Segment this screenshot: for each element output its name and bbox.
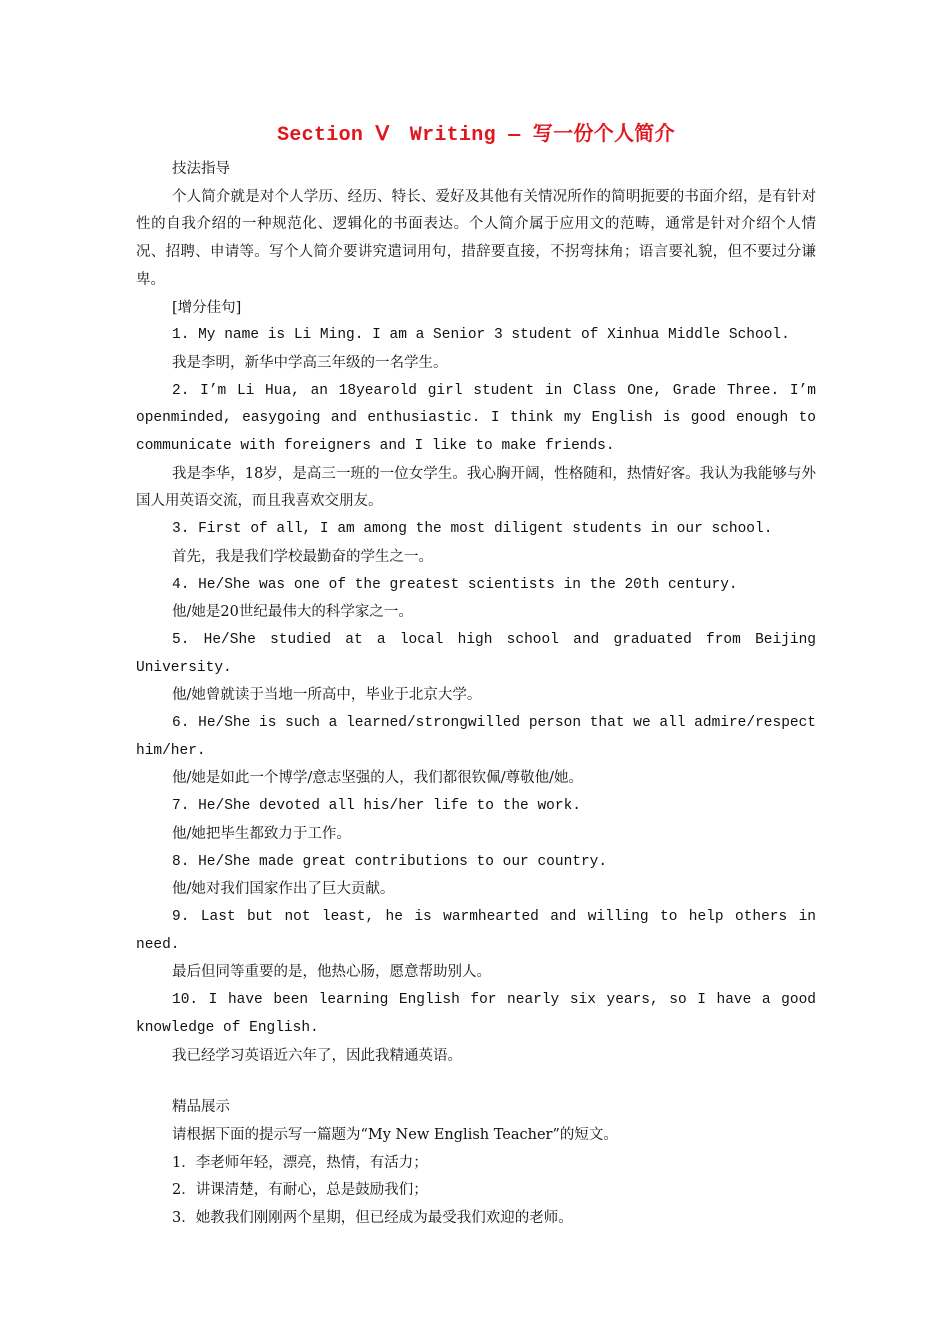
showcase-point-3: 3．她教我们刚刚两个星期，但已经成为最受我们欢迎的老师。 [172, 1210, 573, 1227]
showcase-point-1: 1．李老师年轻，漂亮，热情，有活力； [172, 1154, 428, 1171]
sentence-7-cn: 他/她把毕生都致力于工作。 [172, 825, 351, 842]
sentence-8-cn: 他/她对我们国家作出了巨大贡献。 [172, 881, 395, 898]
sentence-7-en: 7. He/She devoted all his/her life to the work. [172, 798, 581, 815]
sentences-heading: [增分佳句] [172, 299, 242, 316]
sentence-1-cn: 我是李明，新华中学高三年级的一名学生。 [172, 354, 448, 371]
sentence-3-en: 3. First of all, I am among the most diligent students in our school. [172, 521, 773, 538]
sentence-10-en: 10. I have been learning English for nearly six years, so I have a good knowledge of English. [136, 992, 816, 1036]
sentence-5-cn: 他/她曾就读于当地一所高中，毕业于北京大学。 [172, 687, 482, 704]
sentence-4-en: 4. He/She was one of the greatest scientists in the 20th century. [172, 576, 738, 593]
sentence-2-cn: 我是李华，18岁，是高三一班的一位女学生。我心胸开阔，性格随和，热情好客。我认为我能够与外国人用英语交流，而且我喜欢交朋友。 [136, 465, 816, 510]
document-page [136, 120, 816, 1233]
showcase-point-2: 2．讲课清楚，有耐心，总是鼓励我们； [172, 1182, 428, 1199]
section-spacer [136, 1070, 816, 1094]
sentence-3-cn: 首先，我是我们学校最勤奋的学生之一。 [172, 548, 433, 565]
document-title: Section Ⅴ Writing — 写一份个人简介 [277, 124, 675, 147]
guide-heading: 技法指导 [172, 161, 230, 177]
sentence-9-cn: 最后但同等重要的是，他热心肠，愿意帮助别人。 [172, 964, 491, 981]
sentence-10-cn: 我已经学习英语近六年了，因此我精通英语。 [172, 1047, 462, 1064]
showcase-prompt: 请根据下面的提示写一篇题为“My New English Teacher”的短文。 [172, 1126, 618, 1143]
sentence-1-en: 1. My name is Li Ming. I am a Senior 3 student of Xinhua Middle School. [172, 327, 790, 344]
sentence-5-en: 5. He/She studied at a local high school and graduated from Beijing University. [136, 631, 816, 676]
sentence-6-en: 6. He/She is such a learned/strongwilled person that we all admire/respect him/her. [136, 715, 816, 759]
sentence-9-en: 9. Last but not least, he is warmhearted and willing to help others in need. [136, 908, 816, 953]
showcase-heading: 精品展示 [172, 1099, 230, 1116]
sentence-6-cn: 他/她是如此一个博学/意志坚强的人，我们都很钦佩/尊敬他/她。 [172, 770, 584, 787]
sentence-2-en: 2. I’m Li Hua, an 18yearold girl student in Class One, Grade Three. I’m openminded, easygoing and enthusiastic. I think my English is good enough to communicate with foreigners and I like to make friends. [136, 382, 816, 455]
sentence-8-en: 8. He/She made great contributions to our country. [172, 853, 608, 870]
guide-intro: 个人简介就是对个人学历、经历、特长、爱好及其他有关情况所作的简明扼要的书面介绍，是有针对性的自我介绍的一种规范化、逻辑化的书面表达。个人简介属于应用文的范畴，通常是针对介绍个人情况、招聘、申请等。写个人简介要讲究遣词用句，措辞要直接，不拐弯抹角；语言要礼貌，但不要过分谦卑。 [136, 188, 816, 288]
sentence-4-cn: 他/她是20世纪最伟大的科学家之一。 [172, 604, 413, 621]
